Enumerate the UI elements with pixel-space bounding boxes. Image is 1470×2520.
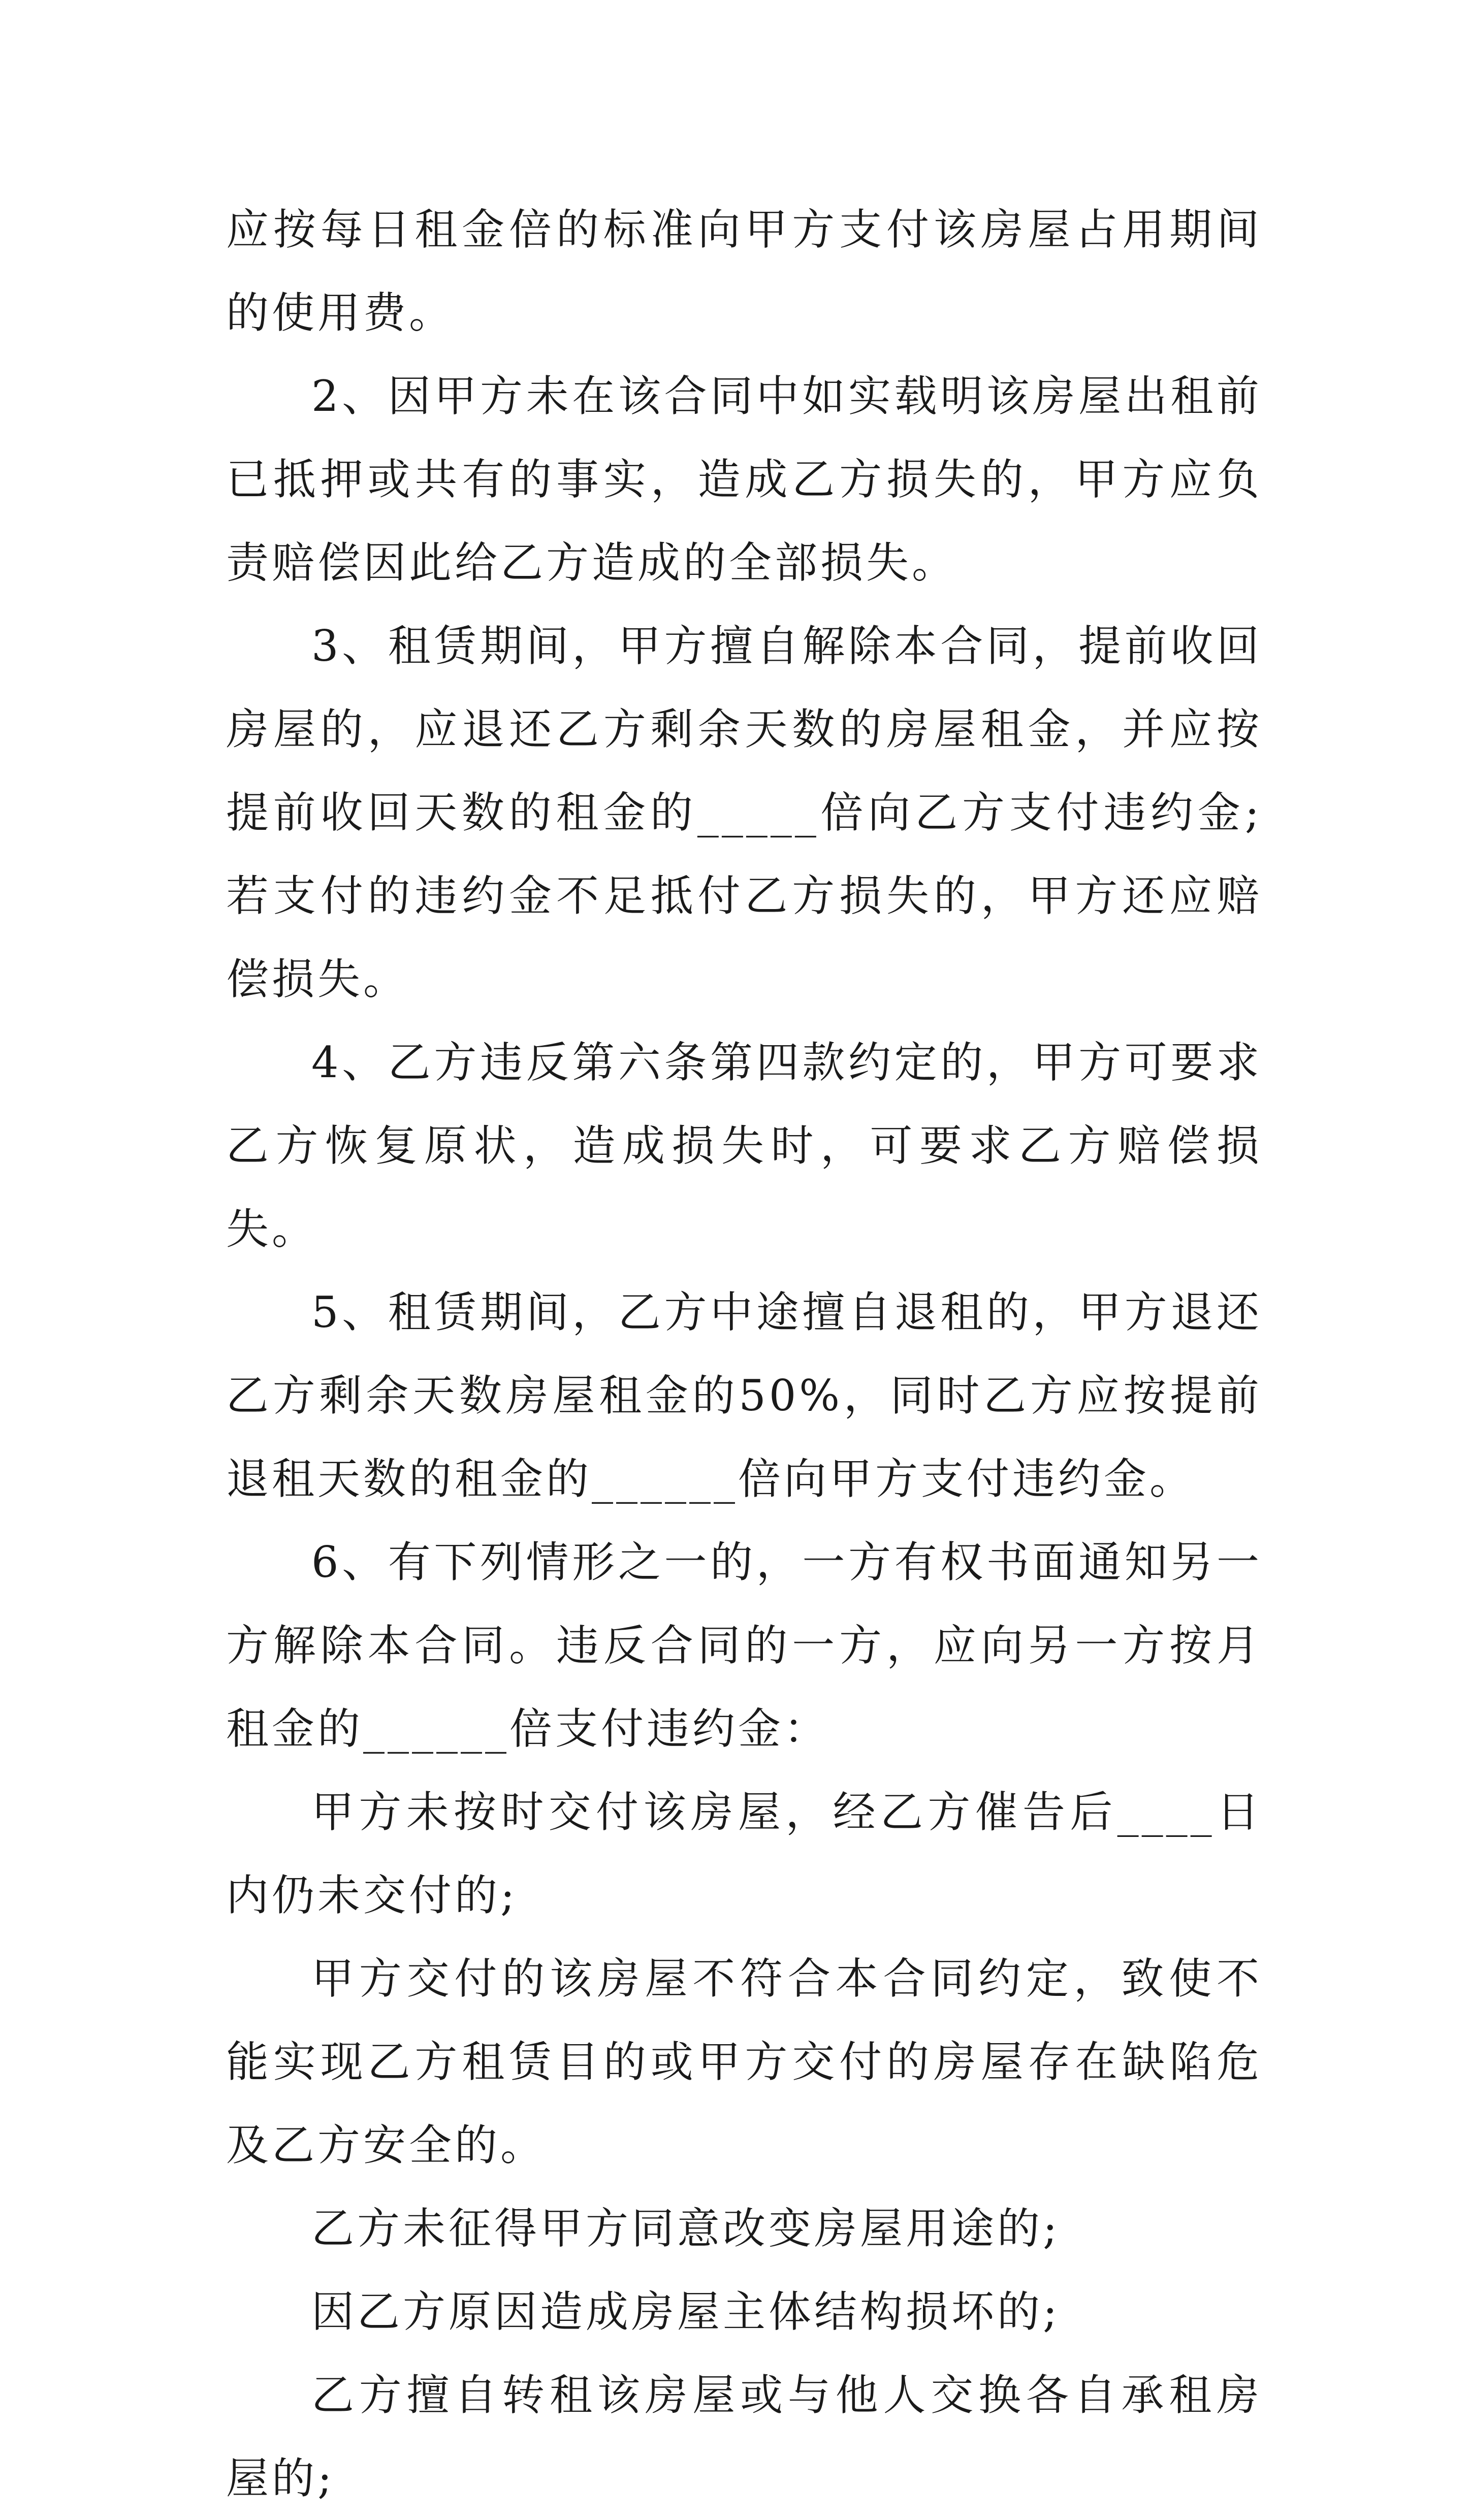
contract-text-body: [226, 188, 1262, 2520]
paragraph-clause-2-mortgage: 2、因甲方未在该合同中如实载明该房屋出租前已抵押或共有的事实，造成乙方损失的，甲方应负责赔偿因此给乙方造成的全部损失。: [226, 371, 1262, 588]
paragraph-clause-6-termination-rights: 6、有下列情形之一的，一方有权书面通知另一方解除本合同。违反合同的一方，应向另一方按月租金的______倍支付违约金：: [226, 1537, 1262, 1754]
paragraph-item-change-usage: 乙方未征得甲方同意改变房屋用途的;: [311, 2204, 1061, 2253]
paragraph-item-sublease: 乙方擅自转租该房屋或与他人交换各自承租房屋的;: [226, 2370, 1262, 2503]
paragraph-clause-5-early-termination-lessee: 5、租赁期间，乙方中途擅自退租的，甲方退还乙方剩余天数房屋租金的50%，同时乙方应按提前退租天数的租金的______倍向甲方支付违约金。: [226, 1287, 1262, 1504]
paragraph-item-nonconforming-house: 甲方交付的该房屋不符合本合同约定，致使不能实现乙方租赁目的或甲方交付的房屋存在缺陷危及乙方安全的。: [226, 1954, 1262, 2170]
paragraph-clause-4-restore: 4、乙方违反第六条第四款约定的，甲方可要求乙方恢复原状，造成损失时，可要求乙方赔偿损失。: [226, 1038, 1262, 1254]
paragraph-item-structural-damage: 因乙方原因造成房屋主体结构损坏的;: [311, 2287, 1061, 2337]
paragraph-item-late-delivery: 甲方未按时交付该房屋，经乙方催告后____日内仍未交付的;: [226, 1787, 1262, 1920]
paragraph-clause-3-early-termination-lessor: 3、租赁期间，甲方擅自解除本合同，提前收回房屋的，应退还乙方剩余天数的房屋租金，并应按提前收回天数的租金的_____倍向乙方支付违约金;若支付的违约金不足抵付乙方损失的，甲方还应赔偿损失。: [226, 621, 1262, 1004]
paragraph-usage-fee: 应按每日租金倍的标准向甲方支付该房屋占用期间的使用费。: [226, 205, 1262, 338]
